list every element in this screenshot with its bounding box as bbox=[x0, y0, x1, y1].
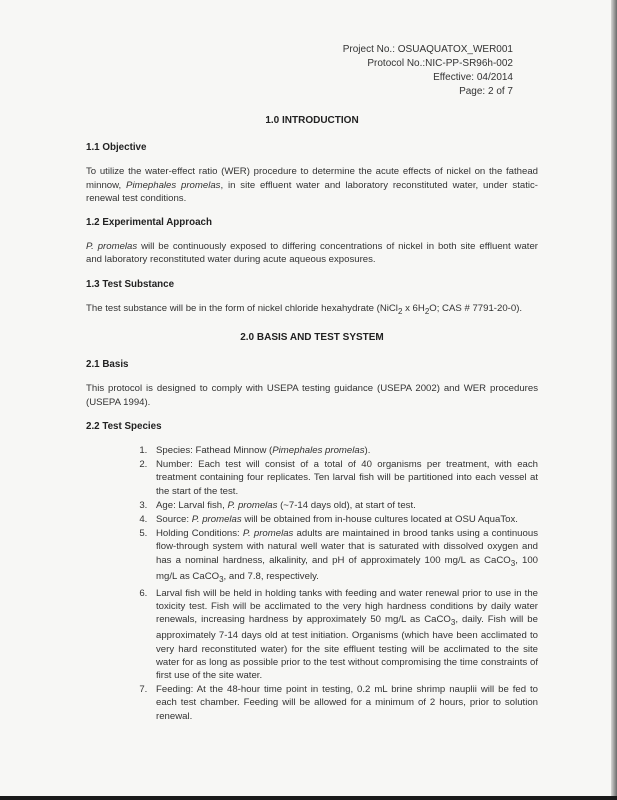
scan-edge-right bbox=[611, 0, 617, 800]
species-name: P. promelas bbox=[86, 241, 138, 253]
paragraph-experimental-approach: P. promelas will be continuously exposed to differing concentrations of nickel in both site effluent water and laboratory reconstituted water during acute aqueous exposures. bbox=[86, 241, 539, 266]
heading-basis: 2.1 Basis bbox=[86, 359, 129, 371]
test-species-list bbox=[86, 444, 538, 723]
section-title-basis: 2.0 BASIS AND TEST SYSTEM bbox=[240, 331, 384, 343]
list-item: 4. Source: P. promelas will be obtained from in-house cultures located at OSU AquaTox. bbox=[150, 513, 538, 526]
paragraph-basis: This protocol is designed to comply with USEPA testing guidance (USEPA 2002) and WER procedures (USEPA 1994). bbox=[86, 383, 538, 408]
page-number: Page: 2 of 7 bbox=[459, 86, 513, 97]
effective-date: Effective: 04/2014 bbox=[433, 72, 513, 83]
paragraph-objective: To utilize the water-effect ratio (WER) procedure to determine the acute effects of nickel on the fathead minnow, Pimephales promelas, in site effluent water and laboratory reconstituted water, under static-renewal test conditions. bbox=[86, 166, 539, 204]
document-body bbox=[86, 114, 538, 724]
list-item: 2. Number: Each test will consist of a total of 40 organisms per treatment, with each treatment containing four replicates. Ten larval fish will be partitioned into each vessel at the start of the test. bbox=[150, 458, 538, 498]
heading-test-substance: 1.3 Test Substance bbox=[86, 278, 175, 290]
section-title-introduction: 1.0 INTRODUCTION bbox=[265, 115, 359, 126]
heading-objective: 1.1 Objective bbox=[86, 142, 147, 154]
list-item: 7. Feeding: At the 48-hour time point in testing, 0.2 mL brine shrimp nauplii will be fed to each test chamber. Feeding will be allowed for a minimum of 2 hours, prior to solution renewal. bbox=[150, 683, 538, 723]
scan-edge-bottom bbox=[0, 796, 617, 800]
list-item: 1. Species: Fathead Minnow (Pimephales promelas). bbox=[150, 444, 538, 457]
list-item: 6. Larval fish will be held in holding tanks with feeding and water renewal prior to use in the toxicity test. Fish will be acclimated to the very high hardness conditions by daily water renewals, increasing hardness by approximately 50 mg/L as CaCO$_3$, daily. Fish will be approximately 7-14 days old at test initiation. Organisms (which have been acclimated to very hard reconstituted water) for the site effluent testing will be acclimated to the site water for as long as possible prior to the test without compromising the time constraints of first use of the site water. bbox=[150, 587, 538, 682]
project-number: Project No.: OSUAQUATOX_WER001 bbox=[342, 44, 513, 55]
list-item: 3. Age: Larval fish, P. promelas (~7-14 days old), at start of test. bbox=[150, 499, 538, 512]
species-name: Pimephales promelas bbox=[126, 179, 221, 191]
heading-experimental-approach: 1.2 Experimental Approach bbox=[86, 217, 212, 229]
paragraph-test-substance: The test substance will be in the form of nickel chloride hexahydrate (NiCl$_2$ x $6H_2O$; CAS # 7791-20-0). bbox=[86, 302, 523, 316]
document-header bbox=[343, 43, 513, 99]
protocol-number: Protocol No.:NIC-PP-SR96h-002 bbox=[367, 58, 513, 69]
list-item: 5. Holding Conditions: P. promelas adults are maintained in brood tanks using a continuous flow-through system with natural well water that is saturated with dissolved oxygen and has a nominal hardness, alkalinity, and pH of approximately 100 mg/L as CaCO$_3$, 100 mg/L as CaCO$_3$, and 7.8, respectively. bbox=[150, 527, 538, 586]
heading-test-species: 2.2 Test Species bbox=[86, 420, 162, 432]
